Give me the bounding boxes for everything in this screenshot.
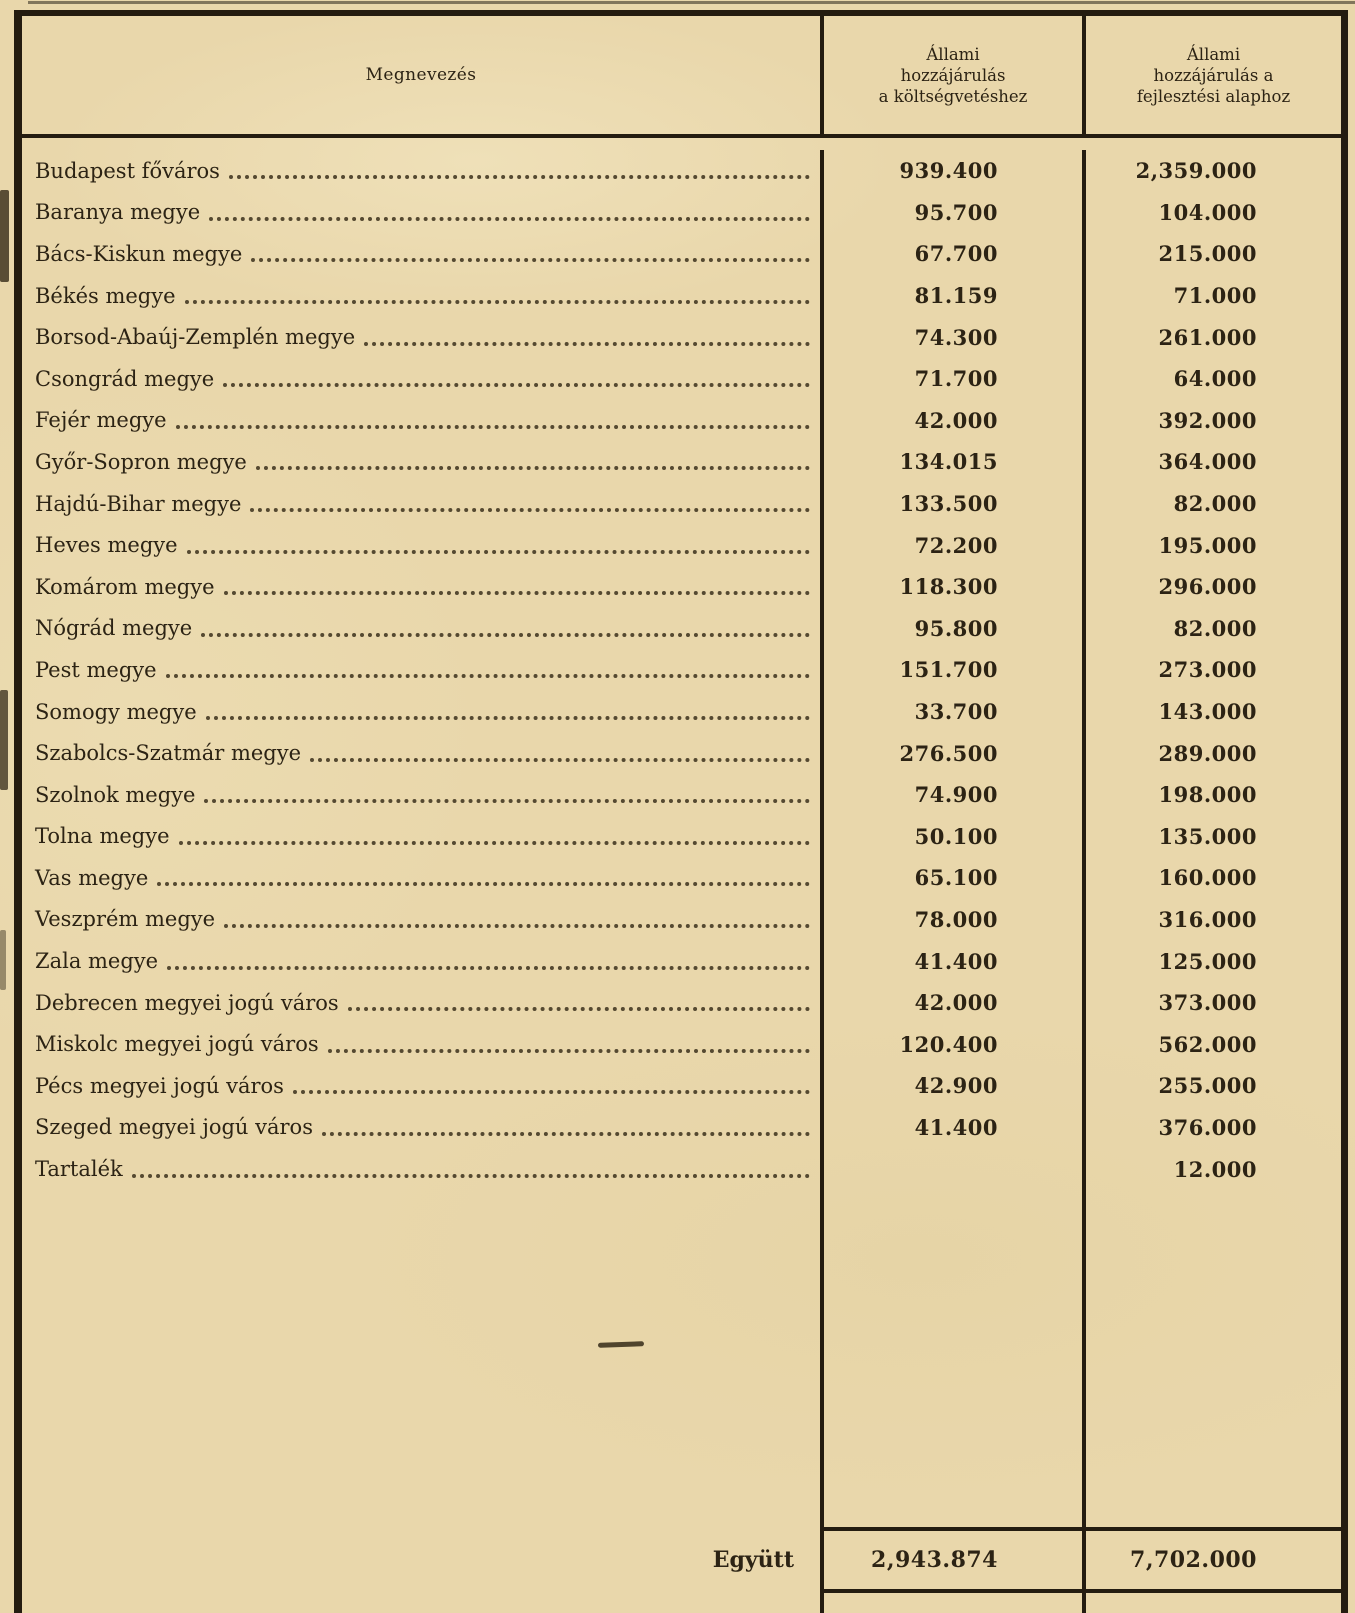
budget-value: 42.000	[820, 400, 1082, 442]
budget-value: 67.700	[820, 233, 1082, 275]
dot-leader	[364, 342, 810, 346]
header-line: a költségvetéshez	[878, 86, 1028, 106]
header-megnevezes: Megnevezés	[365, 65, 477, 85]
budget-value: 95.700	[820, 192, 1082, 234]
devfund-value: 316.000	[1082, 899, 1341, 941]
devfund-value: 261.000	[1082, 316, 1341, 358]
devfund-value: 82.000	[1082, 483, 1341, 525]
dot-leader	[187, 550, 810, 554]
total-budget-value: 2,943.874	[820, 1527, 1082, 1593]
dot-leader	[250, 508, 810, 512]
budget-value: 42.000	[820, 982, 1082, 1024]
devfund-value: 296.000	[1082, 566, 1341, 608]
total-label: Együtt	[712, 1547, 794, 1573]
budget-value: 939.400	[820, 150, 1082, 192]
devfund-value: 160.000	[1082, 857, 1341, 899]
devfund-value: 289.000	[1082, 732, 1341, 774]
dot-leader	[293, 1090, 810, 1094]
dot-leader	[348, 1007, 810, 1011]
header-budget-contribution	[820, 16, 1082, 134]
table-body	[22, 138, 1341, 1527]
row-label: Győr-Sopron megye	[35, 449, 247, 474]
table-row	[22, 816, 1341, 858]
table-row	[22, 192, 1341, 234]
devfund-value: 135.000	[1082, 816, 1341, 858]
table-row	[22, 649, 1341, 691]
row-label: Fejér megye	[35, 408, 167, 433]
row-label: Debrecen megyei jogú város	[35, 990, 339, 1015]
row-label: Miskolc megyei jogú város	[35, 1032, 319, 1057]
budget-value: 74.900	[820, 774, 1082, 816]
table-row	[22, 566, 1341, 608]
table-row	[22, 233, 1341, 275]
devfund-value: 195.000	[1082, 524, 1341, 566]
budget-value: 72.200	[820, 524, 1082, 566]
table-row	[22, 483, 1341, 525]
table-row	[22, 608, 1341, 650]
devfund-value: 373.000	[1082, 982, 1341, 1024]
devfund-value: 104.000	[1082, 192, 1341, 234]
header-line: hozzájárulás a	[1153, 65, 1274, 85]
budget-value: 81.159	[820, 275, 1082, 317]
header-line: Állami	[1186, 44, 1241, 64]
devfund-value: 215.000	[1082, 233, 1341, 275]
top-thin-rule	[28, 1, 1355, 4]
dot-leader	[157, 882, 810, 886]
row-label: Baranya megye	[35, 200, 201, 225]
budget-value: 151.700	[820, 649, 1082, 691]
devfund-value: 64.000	[1082, 358, 1341, 400]
devfund-value: 82.000	[1082, 608, 1341, 650]
devfund-value: 125.000	[1082, 940, 1341, 982]
table-row	[22, 441, 1341, 483]
budget-value: 50.100	[820, 816, 1082, 858]
devfund-value: 143.000	[1082, 691, 1341, 733]
dot-leader	[204, 799, 810, 803]
table-row	[22, 857, 1341, 899]
dot-leader	[310, 758, 810, 762]
dot-leader	[224, 591, 810, 595]
dot-leader	[132, 1174, 810, 1178]
dot-leader	[322, 1132, 810, 1136]
row-label: Szeged megyei jogú város	[35, 1115, 313, 1140]
budget-value: 95.800	[820, 608, 1082, 650]
header-budget-lines	[824, 44, 1082, 107]
table-row	[22, 691, 1341, 733]
dot-leader	[229, 175, 810, 179]
row-label: Zala megye	[35, 949, 159, 974]
budget-value: 120.400	[820, 1023, 1082, 1065]
dot-leader	[166, 674, 810, 678]
devfund-value: 392.000	[1082, 400, 1341, 442]
header-line: hozzájárulás	[900, 65, 1006, 85]
row-label: Békés megye	[35, 283, 176, 308]
contributions-table	[14, 10, 1348, 1613]
devfund-value: 364.000	[1082, 441, 1341, 483]
budget-value: 41.400	[820, 940, 1082, 982]
table-row	[22, 940, 1341, 982]
table-row	[22, 1023, 1341, 1065]
table-row	[22, 150, 1341, 192]
scan-artifact-edge-smudge	[0, 930, 6, 990]
row-label: Csongrád megye	[35, 366, 215, 391]
dot-leader	[167, 966, 810, 970]
table-row	[22, 1107, 1341, 1149]
row-label: Vas megye	[35, 865, 149, 890]
total-row	[22, 1527, 1341, 1593]
table-row	[22, 899, 1341, 941]
table-row	[22, 1065, 1341, 1107]
row-label: Tolna megye	[35, 824, 170, 849]
devfund-value: 255.000	[1082, 1065, 1341, 1107]
devfund-value: 198.000	[1082, 774, 1341, 816]
dot-leader	[206, 716, 810, 720]
dot-leader	[201, 633, 810, 637]
table-header-row	[22, 16, 1341, 138]
header-devfund-lines	[1086, 44, 1341, 107]
row-label: Tartalék	[35, 1157, 123, 1182]
budget-value: 74.300	[820, 316, 1082, 358]
budget-value: 134.015	[820, 441, 1082, 483]
devfund-value: 12.000	[1082, 1148, 1341, 1190]
dot-leader	[223, 383, 810, 387]
budget-value: 133.500	[820, 483, 1082, 525]
header-line: Állami	[926, 44, 980, 64]
dot-leader	[209, 217, 810, 221]
dot-leader	[328, 1049, 810, 1053]
row-label: Szolnok megye	[35, 782, 196, 807]
budget-value: 118.300	[820, 566, 1082, 608]
header-line: fejlesztési alaphoz	[1136, 86, 1291, 106]
empty-table-space	[22, 1190, 1341, 1527]
budget-value: 65.100	[820, 857, 1082, 899]
bottom-strip	[22, 1593, 1341, 1613]
budget-value: 78.000	[820, 899, 1082, 941]
row-label: Komárom megye	[35, 574, 215, 599]
dot-leader	[179, 841, 810, 845]
scan-artifact-edge-smudge	[0, 190, 9, 282]
budget-value: 42.900	[820, 1065, 1082, 1107]
table-row	[22, 1148, 1341, 1190]
row-label: Heves megye	[35, 533, 178, 558]
header-devfund-contribution	[1082, 16, 1341, 134]
row-label: Borsod-Abaúj-Zemplén megye	[35, 325, 356, 350]
budget-value	[820, 1148, 1082, 1190]
dot-leader	[185, 300, 810, 304]
row-label: Pécs megyei jogú város	[35, 1073, 284, 1098]
table-row	[22, 316, 1341, 358]
dot-leader	[251, 258, 810, 262]
row-label: Somogy megye	[35, 699, 197, 724]
budget-value: 276.500	[820, 732, 1082, 774]
table-row	[22, 358, 1341, 400]
table-row	[22, 732, 1341, 774]
row-label: Nógrád megye	[35, 616, 193, 641]
table-row	[22, 982, 1341, 1024]
row-label: Bács-Kiskun megye	[35, 241, 243, 266]
devfund-value: 562.000	[1082, 1023, 1341, 1065]
row-label: Szabolcs-Szatmár megye	[35, 741, 302, 766]
row-label: Budapest főváros	[35, 158, 220, 183]
dot-leader	[176, 425, 810, 429]
table-row	[22, 275, 1341, 317]
devfund-value: 2,359.000	[1082, 150, 1341, 192]
devfund-value: 71.000	[1082, 275, 1341, 317]
dot-leader	[224, 924, 810, 928]
table-row	[22, 400, 1341, 442]
table-row	[22, 774, 1341, 816]
dot-leader	[256, 466, 810, 470]
row-label: Hajdú-Bihar megye	[35, 491, 242, 516]
devfund-value: 376.000	[1082, 1107, 1341, 1149]
table-row	[22, 524, 1341, 566]
total-devfund-value: 7,702.000	[1082, 1527, 1341, 1593]
budget-value: 71.700	[820, 358, 1082, 400]
devfund-value: 273.000	[1082, 649, 1341, 691]
row-label: Pest megye	[35, 657, 157, 682]
budget-value: 41.400	[820, 1107, 1082, 1149]
budget-value: 33.700	[820, 691, 1082, 733]
row-label: Veszprém megye	[35, 907, 216, 932]
scan-artifact-edge-smudge	[0, 690, 8, 790]
